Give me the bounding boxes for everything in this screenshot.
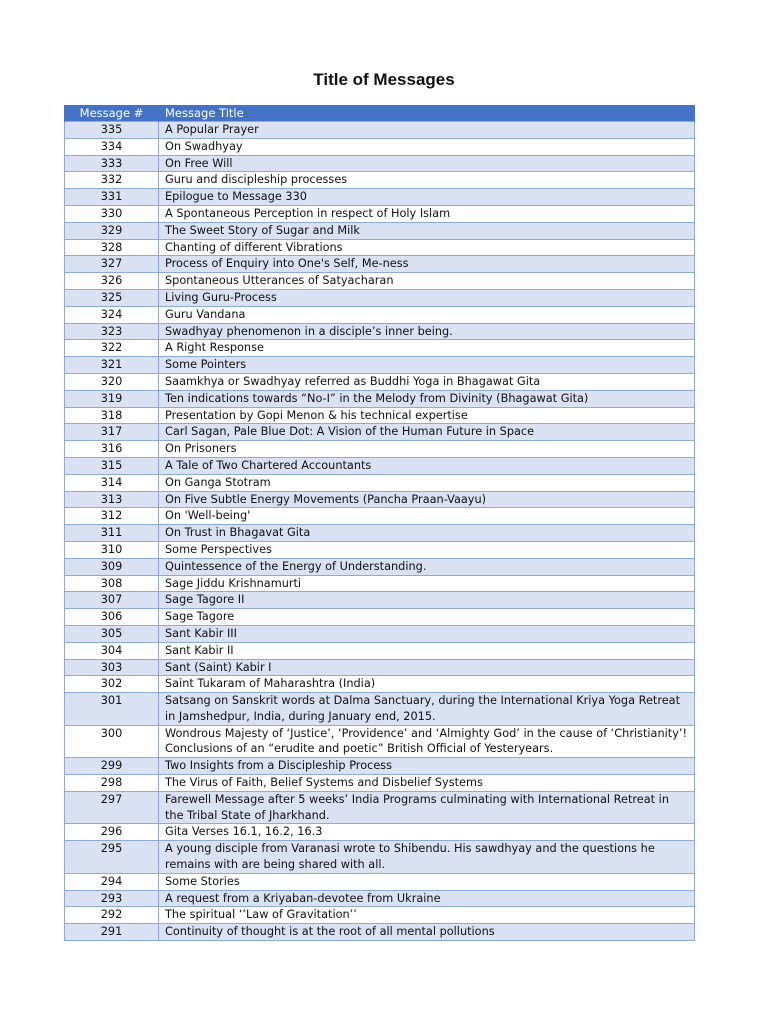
message-number-cell: 314 xyxy=(65,474,159,491)
message-number-cell: 317 xyxy=(65,424,159,441)
table-row xyxy=(65,256,695,273)
message-number-cell: 331 xyxy=(65,189,159,206)
page-title: Title of Messages xyxy=(313,70,455,89)
table-row xyxy=(65,239,695,256)
message-title-cell: Two Insights from a Discipleship Process xyxy=(159,758,695,775)
message-title-cell: Sage Tagore II xyxy=(159,592,695,609)
message-number-cell: 308 xyxy=(65,575,159,592)
table-row xyxy=(65,676,695,693)
message-title-cell: Epilogue to Message 330 xyxy=(159,189,695,206)
message-title-cell: Guru and discipleship processes xyxy=(159,172,695,189)
column-header-message-title: Message Title xyxy=(159,105,695,122)
message-number-cell: 321 xyxy=(65,357,159,374)
message-number-cell: 334 xyxy=(65,138,159,155)
message-title-cell: A Right Response xyxy=(159,340,695,357)
message-number-cell: 315 xyxy=(65,457,159,474)
message-title-cell: Farewell Message after 5 weeks’ India Programs culminating with International Retreat in the Tribal State of Jharkhand. xyxy=(159,791,695,824)
message-title-cell: Presentation by Gopi Menon & his technical expertise xyxy=(159,407,695,424)
message-title-cell: On Trust in Bhagavat Gita xyxy=(159,525,695,542)
message-number-cell: 322 xyxy=(65,340,159,357)
table-row xyxy=(65,592,695,609)
message-number-cell: 333 xyxy=(65,155,159,172)
table-row xyxy=(65,824,695,841)
table-row xyxy=(65,775,695,792)
message-title-cell: Some Stories xyxy=(159,873,695,890)
table-row xyxy=(65,340,695,357)
message-number-cell: 294 xyxy=(65,873,159,890)
message-number-cell: 320 xyxy=(65,373,159,390)
message-number-cell: 305 xyxy=(65,625,159,642)
message-number-cell: 303 xyxy=(65,659,159,676)
message-number-cell: 297 xyxy=(65,791,159,824)
table-row xyxy=(65,873,695,890)
message-title-cell: Satsang on Sanskrit words at Dalma Sanctuary, during the International Kriya Yoga Retreat in Jamshedpur, India, during January end, 2015. xyxy=(159,693,695,726)
table-row xyxy=(65,357,695,374)
message-title-cell: The spiritual ‘’Law of Gravitation’’ xyxy=(159,907,695,924)
message-number-cell: 296 xyxy=(65,824,159,841)
message-number-cell: 295 xyxy=(65,841,159,874)
table-row xyxy=(65,924,695,941)
message-number-cell: 325 xyxy=(65,289,159,306)
message-title-cell: The Sweet Story of Sugar and Milk xyxy=(159,222,695,239)
message-title-cell: On Five Subtle Energy Movements (Pancha Praan-Vaayu) xyxy=(159,491,695,508)
table-row xyxy=(65,841,695,874)
table-header-row xyxy=(65,105,695,122)
message-title-cell: Some Pointers xyxy=(159,357,695,374)
message-title-cell: Guru Vandana xyxy=(159,306,695,323)
table-row xyxy=(65,441,695,458)
message-title-cell: On 'Well-being' xyxy=(159,508,695,525)
table-row xyxy=(65,122,695,139)
message-number-cell: 309 xyxy=(65,558,159,575)
messages-table xyxy=(64,105,695,941)
table-row xyxy=(65,491,695,508)
message-title-cell: Sage Tagore xyxy=(159,609,695,626)
table-row xyxy=(65,306,695,323)
message-title-cell: On Prisoners xyxy=(159,441,695,458)
table-row xyxy=(65,625,695,642)
message-number-cell: 330 xyxy=(65,205,159,222)
message-number-cell: 298 xyxy=(65,775,159,792)
message-title-cell: Chanting of different Vibrations xyxy=(159,239,695,256)
message-number-cell: 323 xyxy=(65,323,159,340)
table-row xyxy=(65,890,695,907)
message-title-cell: Living Guru-Process xyxy=(159,289,695,306)
table-row xyxy=(65,508,695,525)
table-row xyxy=(65,609,695,626)
message-number-cell: 324 xyxy=(65,306,159,323)
message-number-cell: 291 xyxy=(65,924,159,941)
message-title-cell: The Virus of Faith, Belief Systems and Disbelief Systems xyxy=(159,775,695,792)
message-number-cell: 328 xyxy=(65,239,159,256)
message-number-cell: 307 xyxy=(65,592,159,609)
message-number-cell: 318 xyxy=(65,407,159,424)
message-number-cell: 292 xyxy=(65,907,159,924)
table-row xyxy=(65,758,695,775)
message-title-cell: Some Perspectives xyxy=(159,541,695,558)
table-row xyxy=(65,323,695,340)
message-number-cell: 313 xyxy=(65,491,159,508)
message-title-cell: Swadhyay phenomenon in a disciple’s inner being. xyxy=(159,323,695,340)
message-number-cell: 293 xyxy=(65,890,159,907)
message-number-cell: 304 xyxy=(65,642,159,659)
message-title-cell: On Free Will xyxy=(159,155,695,172)
message-title-cell: A young disciple from Varanasi wrote to Shibendu. His sawdhyay and the questions he remains with are being shared with all. xyxy=(159,841,695,874)
message-title-cell: A request from a Kriyaban-devotee from Ukraine xyxy=(159,890,695,907)
table-row xyxy=(65,642,695,659)
table-row xyxy=(65,474,695,491)
table-row xyxy=(65,907,695,924)
message-title-cell: On Ganga Stotram xyxy=(159,474,695,491)
message-number-cell: 311 xyxy=(65,525,159,542)
message-number-cell: 300 xyxy=(65,725,159,758)
message-number-cell: 306 xyxy=(65,609,159,626)
message-title-cell: Sage Jiddu Krishnamurti xyxy=(159,575,695,592)
message-title-cell: A Spontaneous Perception in respect of Holy Islam xyxy=(159,205,695,222)
table-row xyxy=(65,289,695,306)
message-title-cell: Carl Sagan, Pale Blue Dot: A Vision of the Human Future in Space xyxy=(159,424,695,441)
message-title-cell: Sant Kabir II xyxy=(159,642,695,659)
table-row xyxy=(65,373,695,390)
table-row xyxy=(65,541,695,558)
message-title-cell: Spontaneous Utterances of Satyacharan xyxy=(159,273,695,290)
column-header-message-number: Message # xyxy=(65,105,159,122)
message-number-cell: 301 xyxy=(65,693,159,726)
message-title-cell: Sant (Saint) Kabir I xyxy=(159,659,695,676)
message-number-cell: 335 xyxy=(65,122,159,139)
message-title-cell: Process of Enquiry into One's Self, Me-ness xyxy=(159,256,695,273)
table-row xyxy=(65,273,695,290)
message-title-cell: Sant Kabir III xyxy=(159,625,695,642)
table-row xyxy=(65,693,695,726)
message-number-cell: 302 xyxy=(65,676,159,693)
message-number-cell: 316 xyxy=(65,441,159,458)
table-row xyxy=(65,525,695,542)
table-row xyxy=(65,172,695,189)
message-number-cell: 319 xyxy=(65,390,159,407)
message-title-cell: Continuity of thought is at the root of all mental pollutions xyxy=(159,924,695,941)
message-title-cell: A Popular Prayer xyxy=(159,122,695,139)
message-title-cell: Quintessence of the Energy of Understanding. xyxy=(159,558,695,575)
table-row xyxy=(65,558,695,575)
message-title-cell: Saint Tukaram of Maharashtra (India) xyxy=(159,676,695,693)
table-row xyxy=(65,725,695,758)
table-row xyxy=(65,659,695,676)
table-row xyxy=(65,457,695,474)
table-row xyxy=(65,424,695,441)
table-row xyxy=(65,575,695,592)
message-number-cell: 310 xyxy=(65,541,159,558)
table-row xyxy=(65,222,695,239)
message-title-cell: Saamkhya or Swadhyay referred as Buddhi Yoga in Bhagawat Gita xyxy=(159,373,695,390)
message-title-cell: Gita Verses 16.1, 16.2, 16.3 xyxy=(159,824,695,841)
message-title-cell: Ten indications towards “No-I” in the Melody from Divinity (Bhagawat Gita) xyxy=(159,390,695,407)
message-title-cell: A Tale of Two Chartered Accountants xyxy=(159,457,695,474)
message-number-cell: 312 xyxy=(65,508,159,525)
table-row xyxy=(65,791,695,824)
message-title-cell: Wondrous Majesty of ‘Justice’, ‘Providence’ and ‘Almighty God’ in the cause of ‘Christianity’! Conclusions of an “erudite and poetic” British Official of Yesteryears. xyxy=(159,725,695,758)
table-row xyxy=(65,205,695,222)
message-title-cell: On Swadhyay xyxy=(159,138,695,155)
message-number-cell: 327 xyxy=(65,256,159,273)
table-row xyxy=(65,138,695,155)
table-row xyxy=(65,189,695,206)
message-number-cell: 332 xyxy=(65,172,159,189)
message-number-cell: 326 xyxy=(65,273,159,290)
table-row xyxy=(65,155,695,172)
message-number-cell: 329 xyxy=(65,222,159,239)
table-body xyxy=(65,122,695,941)
message-number-cell: 299 xyxy=(65,758,159,775)
table-row xyxy=(65,390,695,407)
table-row xyxy=(65,407,695,424)
